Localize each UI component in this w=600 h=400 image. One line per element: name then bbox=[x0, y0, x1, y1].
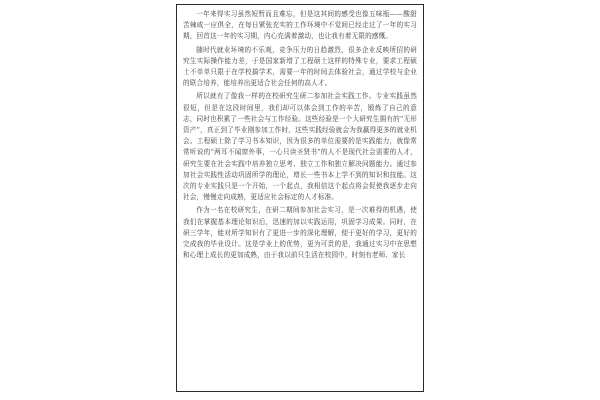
document-page bbox=[176, 4, 424, 392]
paragraph: 随时代就业环境的不乐观，竞争压力的日趋激烈，很多企业反映所招的研究生实际操作能力差，于是国家新增了工程硕士这样的特殊专业，要求工程硕士不单单只限于在学校搞学术，需要一年的时间去体验社会，通过学校与企业的联合培养，能培养出更适合社会任何的高人才。 bbox=[183, 45, 417, 88]
paragraph: 一年来得实习虽然短暂而且难忘，但是这其间的感受也像五味瓶——酸甜苦辣咸一应俱全，在每日紧张充实的工作环境中不觉间已经走过了一年的实习期，回首这一年的实习期，内心充满着激动，也让我有着无限的感慨。 bbox=[183, 10, 417, 41]
paragraph: 作为一名在校研究生，在研二期间参加社会实习，是一次难得的机遇，使我们在掌握基本理论知识后，迅速的加以实践运用，巩固学习成果。同时，在研三学年，能对所学知识有了更进一步的深化理解，便于更好的学习，更好的完成我的毕业设计。这是学业上的优势，更为可贵的是，我通过实习中在思想和心理上成长的更加成熟，由于我以前只生活在校园中，时刻有老师、家长 bbox=[183, 206, 417, 260]
paragraph: 所以就有了像我一样的在校研究生研二参加社会实践工作。专业实践虽然很短，但是在这段时间里，我们却可以体会到工作的辛苦，锻炼了自己的意志，同时也积累了一些社会与工作经验。这些经验是一个大研究生拥有的“无形资产”，真正到了毕业刚参加工作时，这些实践经验就会为我赢得更多的就业机会。工程硕士除了学习书本知识，因为很多的单位需要的是实践能力，就像常常听说的“两耳不闻窗外事，一心只读圣贤书”的人不是现代社会需要的人才，研究生要在社会实践中培养独立思考、独立工作和独立解决问题能力。通过参加社会实践性活动巩固所学的理论，增长一些书本上学不到的知识和技能。这次的专业实践只是一个开始，一个起点，我相信这个起点将会促使我逐步走向社会，慢慢走向成熟，更适应社会标定的人才标准。 bbox=[183, 92, 417, 202]
